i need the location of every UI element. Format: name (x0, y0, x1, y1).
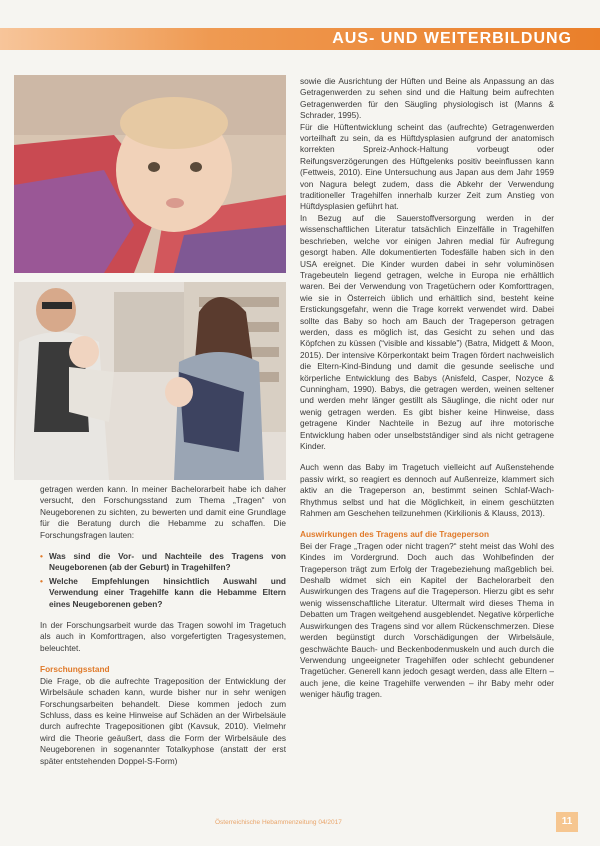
paragraph: In der Forschungsarbeit wurde das Tragen sowohl im Tragetuch als auch in Komforttragen, also vorgefertigten Tragesystemen, beleuchtet. (40, 620, 286, 653)
section-heading: Forschungsstand (40, 664, 110, 675)
paragraph: Die Frage, ob die aufrechte Trageposition der Entwicklung der Wirbelsäule schaden kann, wurde bisher nur in sehr wenigen Forschungsarbeiten behandelt. Diese kommen jedoch zum Schluss, dass es keine Hinweise auf Schäden an der Wirbelsäule durch aufrechte Tragepositionen gibt (Kavsuk, 2010). Vielmehr wird die Theorie geäußert, dass die Form der Wirbelsäule des Neugeborenen in sogenannter Totalkyphose (anstatt der erst später entstehenden Doppel-S-Form) (40, 675, 286, 766)
section-heading: Auswirkungen des Tragens auf die Trageperson (300, 529, 490, 540)
list-item: • Was sind die Vor- und Nachteile des Tragens von Neugeborenen (ab der Geburt) in Tragehilfen? (40, 551, 286, 574)
research-questions (40, 551, 286, 610)
list-item: • Welche Empfehlungen hinsichtlich Auswahl und Verwendung einer Tragehilfe kann die Hebamme Eltern eines Neugeborenen geben? (40, 576, 286, 610)
paragraph: sowie die Ausrichtung der Hüften und Beine als Anpassung an das Getragenwerden zu sehen sind und die Haltung beim aufrechten Getragenwerden für den Säugling physiologisch ist (Manns & Schrader, 1995). (300, 76, 554, 121)
paragraph: Auch wenn das Baby im Tragetuch vielleicht auf Außenstehende passiv wirkt, so reagiert es dennoch auf Außenreize, klammert sich aktiv an die Trageperson an, bestimmt seinen Schlaf-Wach-Rhythmus selbst und hat die Möglichkeit, in einem geschützten Rahmen am Geschehen teilzunehmen (Kirkilionis & Klauss, 2013). (300, 462, 554, 519)
right-column (300, 76, 554, 701)
section-title: AUS- UND WEITERBILDUNG (332, 30, 572, 47)
intro-paragraph: getragen werden kann. In meiner Bachelorarbeit habe ich daher versucht, den Forschungsstand zum Thema „Tragen“ von Neugeborenen zu sichten, zu bewerten und damit eine Grundlage für die Beratung durch die Hebamme zu schaffen. Die Forschungsfragen lauten: (40, 484, 286, 540)
paragraph: In Bezug auf die Sauerstoffversorgung werden in der wissenschaftlichen Literatur tatsächlich Einzelfälle in Tragehilfen beschrieben, welche vor einigen Jahren medial für Aufregung gesorgt haben. Alle dokumentierten Todesfälle haben sich in den USA ereignet. Die Kinder wurden dabei in sehr voluminösen Tragebeuteln liegend getragen, welche in Europa nie erhältlich waren. Bei der Verwendung von Tragetüchern oder Komforttragen, wie sie in Österreich üblich und erhältlich sind, besteht keine Erstickungsgefahr, wenn die Trage korrekt verwendet wird. Dabei sollte das Baby so hoch am Bauch der Trageperson getragen werden, dass es möglich ist, das Gesicht zu sehen und das Köpfchen zu küssen (“visible and kissable”) (Batra, Midgett & Moon, 2015). Der intensive Körperkontakt beim Tragen fördert nachweislich die Eltern-Kind-Bindung und damit die gesunde seelische und körperliche Entwicklung des Babys (Anisfeld, Casper, Nozyce & Cunningham, 1990). Babys, die getragen werden, weinen seltener und werden mehr länger gestillt als Säuglinge, die nicht oder nur wenig getragen werden. Es gibt bisher keine Hinweise, dass getragene Kinder Nachteile in Bezug auf ihre motorische Entwicklung haben oder unselbstständiger sind als nicht getragene Kinder. (300, 212, 554, 451)
left-column (40, 484, 286, 767)
footer-text: Österreichische Hebammenzeitung 04/2017 (215, 819, 342, 826)
baby-in-sling-photo (14, 75, 286, 273)
paragraph: Bei der Frage „Tragen oder nicht tragen?“ steht meist das Wohl des Kindes im Vordergrund. Doch auch das Wohlbefinden der Trageperson trägt zum Erfolg der Tragebeziehung maßgeblich bei. Deshalb widmet sich ein Kapitel der Bachelorarbeit den Auswirkungen des Tragens auf die Trageperson. Hierzu gibt es sehr wenig wissenschaftliche Literatur. Ultermalt wird dieses Thema in Debatten um Tragen weitgehend ausgeblendet. Negative körperliche Auswirkungen des Tragens sind vor allem Rückenschmerzen. Diese werden begünstigt durch Vorschädigungen der Wirbelsäule, geschwächte Bauch- und Beckenbodenmuskeln und auch durch die Verwendung ungeeigneter Tragehilfen oder schlecht gebundener Tragetücher. Generell kann jedoch gesagt werden, dass alle Eltern – auch jene, die keine Tragehilfe verwenden – ihr Baby mehr oder weniger häufig tragen. (300, 540, 554, 700)
parents-with-babies-photo (14, 282, 286, 480)
paragraph: Für die Hüftentwicklung scheint das (aufrechte) Getragenwerden vorteilhaft zu sein, da es Hüftdysplasien aufgrund der anatomisch korrekten Spreiz-Anhock-Haltung vorbeugt oder Reifungsverzögerungen des Hüftgelenks positiv beeinflussen kann (Fettweis, 2010). Eine Untersuchung aus Japan aus dem Jahr 1959 von Nagura belegt zudem, dass die Abkehr der Verwendung traditioneller Tragehilfen innerhalb kurzer Zeit zum Anstieg von Hüftdysplasien geführt hat. (300, 121, 554, 212)
page-number: 11 (556, 812, 578, 832)
